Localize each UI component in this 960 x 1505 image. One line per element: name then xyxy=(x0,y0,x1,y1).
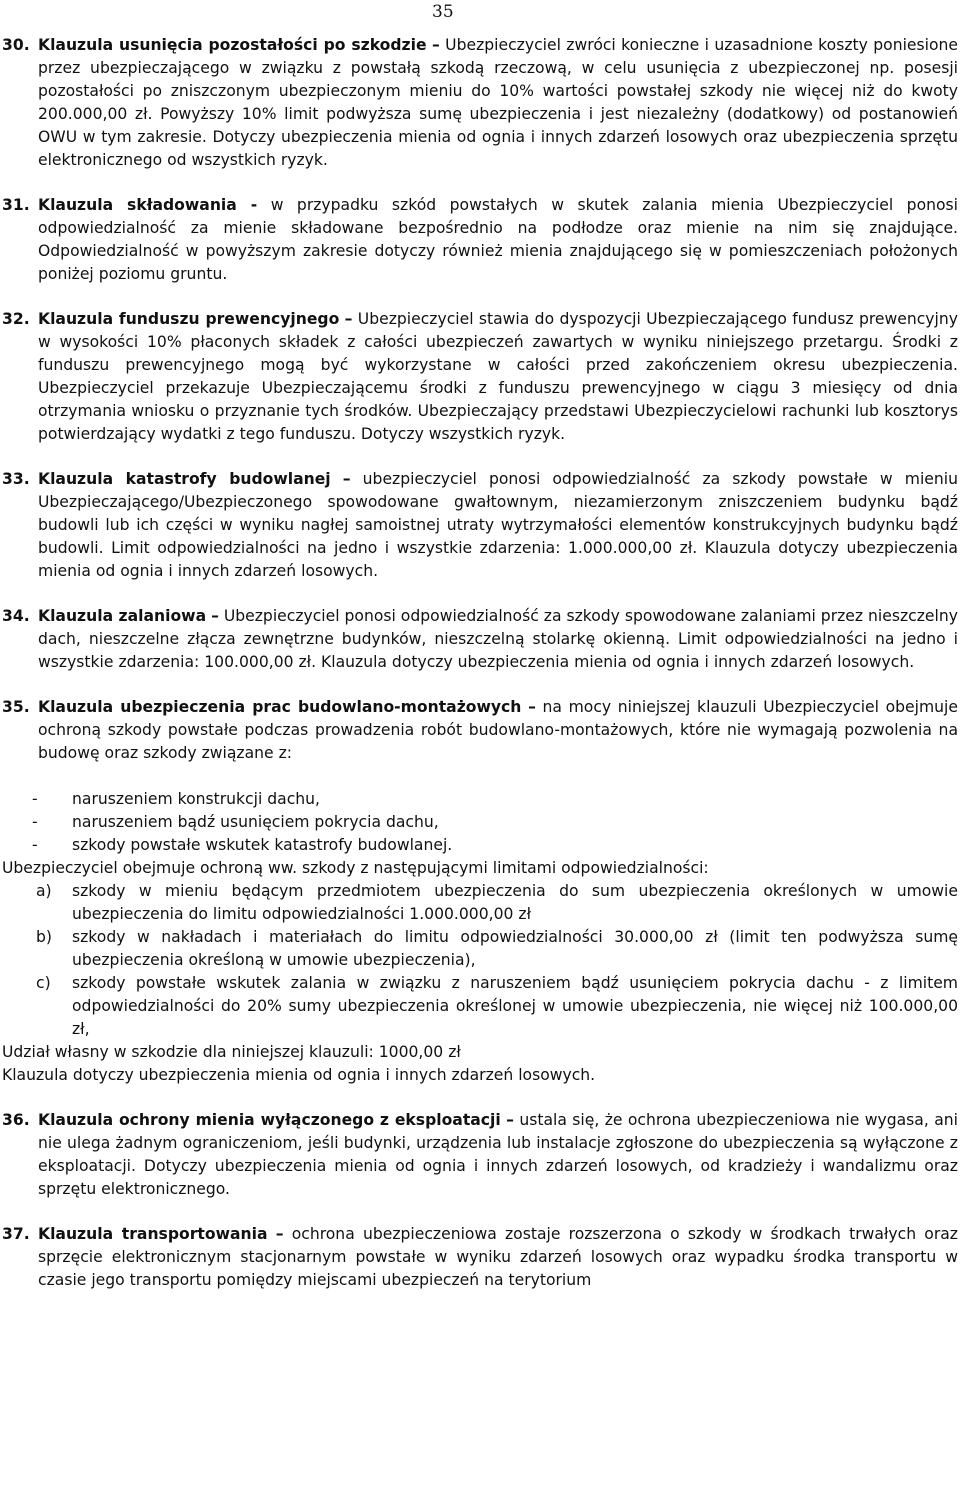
deductible-text: Udział własny w szkodzie dla niniejszej klauzuli: 1000,00 zł xyxy=(2,1043,461,1061)
limits-intro: Ubezpieczyciel obejmuje ochroną ww. szkody z następującymi limitami odpowiedzialności: xyxy=(2,859,709,877)
page-number: 35 xyxy=(432,2,454,22)
clause-text: ubezpieczyciel ponosi odpowiedzialność za szkody powstałe w mieniu Ubezpieczającego/Ubezpieczonego spowodowane gwałtownym, niezamierzonym zniszczeniem budynku bądź budowli lub ich części w wyniku nagłej samoistnej utraty wytrzymałości elementów konstrukcyjnych budynku bądź budowli. Limit odpowiedzialności na jedno i wszystkie zdarzenia: 1.000.000,00 zł. Klauzula dotyczy ubezpieczenia mienia od ognia i innych zdarzeń losowych. xyxy=(38,470,958,580)
clause-scope-text: Klauzula dotyczy ubezpieczenia mienia od ognia i innych zdarzeń losowych. xyxy=(2,1066,596,1084)
clause-text: Ubezpieczyciel zwróci konieczne i uzasadnione koszty poniesione przez ubezpieczającego w związku z powstałą szkodą rzeczową, w celu usunięcia z ubezpieczonej np. posesji pozostałości po zniszczonym ubezpieczonym mieniu do 10% wartości powstałej szkody nie więcej niż do kwoty 200.000,00 zł. Powyższy 10% limit podwyższa sumę ubezpieczenia i jest niezależny (dodatkowy) od postanowień OWU w tym zakresie. Dotyczy ubezpieczenia mienia od ognia i innych zdarzeń losowych oraz ubezpieczenia sprzętu elektronicznego od wszystkich ryzyk. xyxy=(38,36,958,169)
document-body xyxy=(2,34,958,1292)
clause-text: w przypadku szkód powstałych w skutek zalania mienia Ubezpieczyciel ponosi odpowiedzialność za mienie składowane bezpośrednio na podłodze oraz mienie na nim się znajdujące. Odpowiedzialność w powyższym zakresie dotyczy również mienia znajdującego się w pomieszczeniach położonych poniżej poziomu gruntu. xyxy=(38,196,958,283)
clause-37 xyxy=(2,1223,958,1292)
list-item: - naruszeniem bądź usunięciem pokrycia dachu, xyxy=(2,811,958,834)
clause-separator: – xyxy=(211,607,219,625)
clause-text: ustala się, że ochrona ubezpieczeniowa nie wygasa, ani nie ulega żadnym ograniczeniom, jeśli budynki, urządzenia lub instalacje zgłoszone do ubezpieczenia są wyłączone z eksploatacji. Dotyczy ubezpieczenia mienia od ognia i innych zdarzeń losowych, od kradzieży i wandalizmu oraz sprzętu elektronicznego. xyxy=(38,1111,958,1198)
clause-number: 37. xyxy=(2,1225,30,1243)
clause-title: Klauzula transportowania xyxy=(38,1225,268,1243)
clause-text: na mocy niniejszej klauzuli Ubezpieczyciel obejmuje ochroną szkody powstałe podczas prowadzenia robót budowlano-montażowych, które nie wymagają pozwolenia na budowę oraz szkody związane z: xyxy=(38,698,958,762)
clause-text: ochrona ubezpieczeniowa zostaje rozszerzona o szkody w środkach trwałych oraz sprzęcie elektronicznym stacjonarnym powstałe w wyniku zdarzeń losowych oraz wypadku środka transportu w czasie jego transportu pomiędzy miejscami ubezpieczeń na terytorium xyxy=(38,1225,958,1289)
clause-35 xyxy=(2,696,958,765)
clause-33 xyxy=(2,468,958,583)
clause-32 xyxy=(2,308,958,446)
clause-number: 36. xyxy=(2,1111,30,1129)
limit-item-b xyxy=(2,926,958,972)
clause-title: Klauzula składowania - xyxy=(38,196,258,214)
list-item: - naruszeniem konstrukcji dachu, xyxy=(2,788,958,811)
clause-separator: – xyxy=(506,1111,514,1129)
clause-number: 32. xyxy=(2,310,30,328)
clause-number: 34. xyxy=(2,607,30,625)
limit-letter: b) xyxy=(36,928,52,946)
clause-text: Ubezpieczyciel stawia do dyspozycji Ubezpieczającego fundusz prewencyjny w wysokości 10% płaconych składek z całości ubezpieczeń zawartych w wyniku niniejszego przetargu. Środki z funduszu prewencyjnego mogą być wykorzystane w całości przed zakończeniem okresu ubezpieczenia. Ubezpieczyciel przekazuje Ubezpieczającemu środki z funduszu prewencyjnego w ciągu 3 miesięcy od dnia otrzymania wniosku o przyznanie tych środków. Ubezpieczający przedstawi Ubezpieczycielowi rachunki lub kosztorys potwierdzający wydatki z tego funduszu. Dotyczy wszystkich ryzyk. xyxy=(38,310,958,443)
limit-item-a xyxy=(2,880,958,926)
clause-30 xyxy=(2,34,958,172)
clause-35-damage-list xyxy=(2,788,958,857)
clause-text: Ubezpieczyciel ponosi odpowiedzialność za szkody spowodowane zalaniami przez nieszczelny dach, nieszczelne złącza zewnętrzne budynków, nieszczelną stolarkę okienną. Limit odpowiedzialności na jedno i wszystkie zdarzenia: 100.000,00 zł. Klauzula dotyczy ubezpieczenia mienia od ognia i innych zdarzeń losowych. xyxy=(38,607,958,671)
clause-title: Klauzula ubezpieczenia prac budowlano-montażowych xyxy=(38,698,522,716)
clause-separator: – xyxy=(342,470,351,488)
clause-separator: – xyxy=(344,310,353,328)
clause-title: Klauzula ochrony mienia wyłączonego z eksploatacji xyxy=(38,1111,501,1129)
limit-item-c xyxy=(2,972,958,1041)
clause-separator: – xyxy=(528,698,536,716)
limit-text: szkody powstałe wskutek zalania w związku z naruszeniem bądź usunięciem pokrycia dachu - z limitem odpowiedzialności do 20% sumy ubezpieczenia określonej w umowie ubezpieczenia, nie więcej niż 100.000,00 zł, xyxy=(72,974,958,1038)
limit-text: szkody w mieniu będącym przedmiotem ubezpieczenia do sum ubezpieczenia określonych w umowie ubezpieczenia do limitu odpowiedzialności 1.000.000,00 zł xyxy=(72,882,958,923)
clause-title: Klauzula usunięcia pozostałości po szkodzie xyxy=(38,36,427,54)
clause-number: 35. xyxy=(2,698,30,716)
limit-letter: c) xyxy=(36,974,51,992)
clause-title: Klauzula zalaniowa xyxy=(38,607,207,625)
clause-number: 31. xyxy=(2,196,30,214)
list-item: - szkody powstałe wskutek katastrofy budowlanej. xyxy=(2,834,958,857)
clause-number: 33. xyxy=(2,470,30,488)
clause-title: Klauzula katastrofy budowlanej xyxy=(38,470,331,488)
limit-text: szkody w nakładach i materiałach do limitu odpowiedzialności 30.000,00 zł (limit ten podwyższa sumę ubezpieczenia określoną w umowie ubezpieczenia), xyxy=(72,928,958,969)
clause-36 xyxy=(2,1109,958,1201)
clause-number: 30. xyxy=(2,36,30,54)
limit-letter: a) xyxy=(36,882,52,900)
clause-separator: – xyxy=(431,36,440,54)
clause-34 xyxy=(2,605,958,674)
clause-31 xyxy=(2,194,958,286)
clause-separator: – xyxy=(275,1225,284,1243)
clause-title: Klauzula funduszu prewencyjnego xyxy=(38,310,340,328)
